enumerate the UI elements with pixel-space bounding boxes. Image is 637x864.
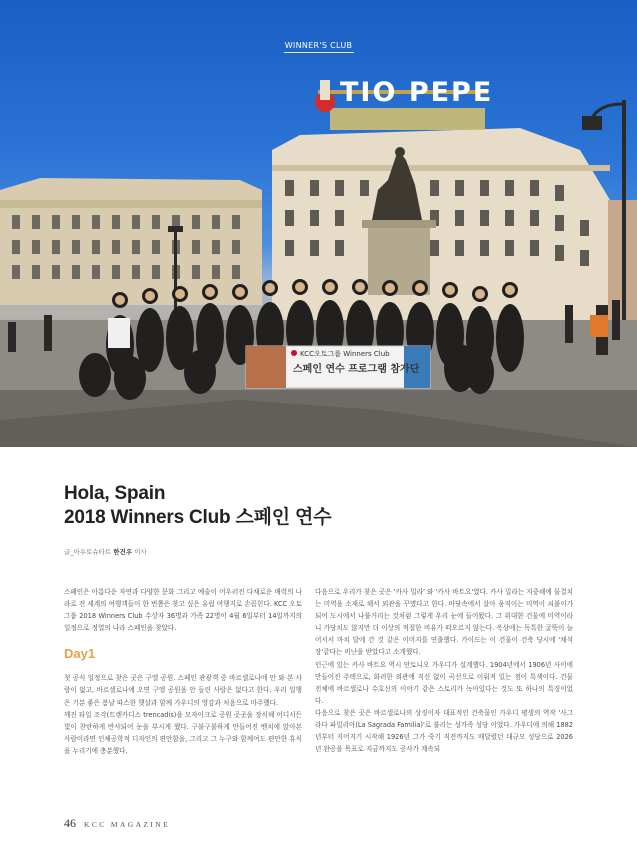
right-paragraph-2: 인근에 있는 카사 바트요 역시 안토니오 가우디가 설계했다. 1904년에서 1906년 사이에 만들어진 주택으로, 화려한 외관에 직선 없이 곡선으로 이뤄져 있는 점이 특색이다. 건물 전체에 바르셀로나 수호신의 이야기 같은 스토리가 녹아있다는 것도 또 하나의 특징이었다. xyxy=(315,660,573,705)
byline xyxy=(64,547,147,556)
byline-prefix: 글_아우토슈타트 xyxy=(64,548,112,556)
right-paragraph-3: 다음으로 찾은 곳은 바르셀로나의 상징이자 대표적인 건축물인 가우디 평생의 역작 '사그라다 파밀리아(La Sagrada Familia)'로 불리는 성가족 성당 이었다. 가우디에 의해 1882년부터 지어지기 시작해 1926년 그가 죽기 직전까지도 매달렸던 대규모 성당으로 2026년 완공을 목표로 지금까지도 공사가 계속되 xyxy=(315,708,573,754)
left-paragraph-2: 깨진 타일 조각(트렌카디스 trencadis)을 모자이크로 공원 곳곳을 장식해 어디서든 빛이 찬란하게 반사되어 눈을 부시게 했다. 구불구불하게 만들어진 벤치에 앉아본 사람이라면 인체공학적 디자인의 편안함을, 그리고 그 누구와 함께여도 편안한 휴식을 누리기에 충분했다. xyxy=(64,710,302,755)
title-line-1: Hola, Spain xyxy=(64,483,166,504)
section-label: WINNER'S CLUB xyxy=(284,41,353,50)
banner-logo-text: KCC오토그룹 Winners Club xyxy=(300,350,390,358)
byline-suffix: 이사 xyxy=(132,548,147,556)
page-number: 46 xyxy=(64,816,76,830)
left-column xyxy=(64,586,302,757)
left-paragraph-1: 첫 공식 일정으로 찾은 곳은 구엘 공원. 스페인 관광객 중 바르셀로나에 안 와 본 사람이 없고, 바르셀로나에 오면 구엘 공원을 안 들린 사람은 없다고 한다. 우리 일행은 기분 좋은 봄날 따스한 햇살과 함께 가우디의 영감과 처음으로 마주했다. xyxy=(64,674,302,707)
byline-name: 한건우 xyxy=(113,548,133,556)
section-divider xyxy=(284,52,354,53)
day-heading: Day1 xyxy=(64,646,96,662)
magazine-name: KCC MAGAZINE xyxy=(84,820,171,829)
right-paragraph-1: 다음으로 우리가 찾은 곳은 '카사 밀라' 와 '카사 바트요'였다. 카사 밀라는 지중해에 물결치는 미역을 소재로 해서 외관을 꾸몄다고 한다. 바닷속에서 살아 움직이는 미역이 쇠붙이가 되어 도시에서 나풀거리는 것처럼 그렇게 우리 눈에 들어왔다. 그 위대한 건물에 미역이라니 가당치도 않지만 더 이상의 적절한 비유가 떠오르지 않는다. 옥상에는 독특한 굴뚝이 늘어서서 마치 달에 간 것 같은 이미지를 연출했다. 가이드는 이 건물이 건축 당시에 '채석장'같다는 비난을 받았다고 소개했다. xyxy=(315,588,573,657)
title-line-2: 2018 Winners Club 스페인 연수 xyxy=(64,507,332,528)
banner-main-text: 스페인 연수 프로그램 참가단 xyxy=(293,364,420,375)
article-title xyxy=(64,482,331,530)
intro-paragraph: 스페인은 아름다운 자연과 다양한 문화 그리고 예술이 어우러진 다채로운 매력의 나라로 전 세계의 여행객들이 한 번쯤은 찾고 싶은 유럽 여행지로 손꼽힌다. KCC 오토그룹 2018 Winners Club 수상자 36명과 가족 22명이 4월 6일부터 14일까지의 일정으로 정열의 나라 스페인을 찾았다. xyxy=(64,588,302,633)
sign-text: TIO PEPE xyxy=(340,77,494,108)
right-column xyxy=(315,586,573,755)
page-footer xyxy=(64,816,170,831)
